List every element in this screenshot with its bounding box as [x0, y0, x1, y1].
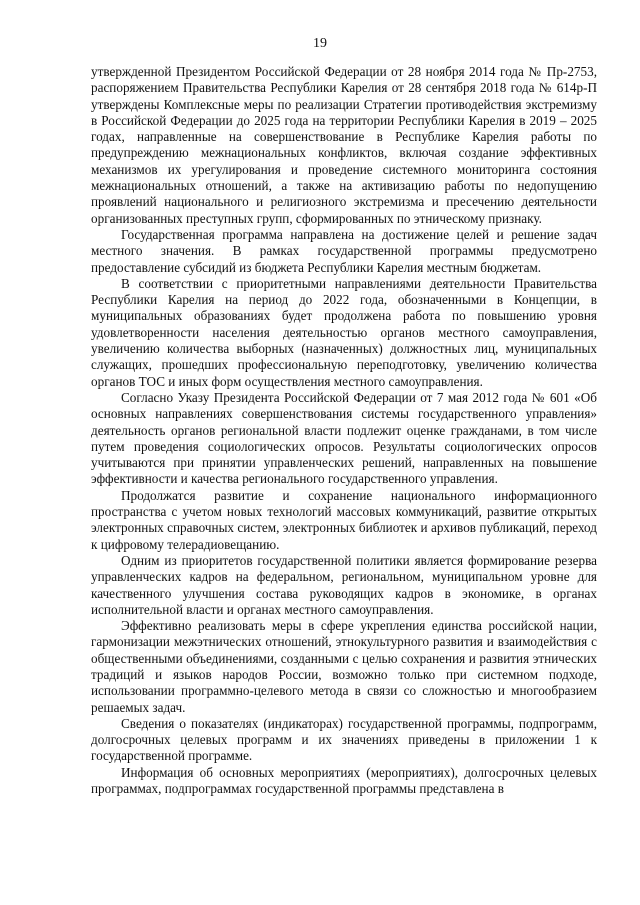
- document-body: [91, 64, 597, 797]
- paragraph: Продолжатся развитие и сохранение национального информационного пространства с учетом новых технологий массовых коммуникаций, развитие открытых электронных справочных систем, электронных библиотек и архивов публикаций, переход к цифровому телерадиовещанию.: [91, 487, 597, 552]
- paragraph: Информация об основных мероприятиях (мероприятиях), долгосрочных целевых программах, подпрограммах государственной программы представлена в: [91, 764, 597, 797]
- paragraph: Согласно Указу Президента Российской Федерации от 7 мая 2012 года № 601 «Об основных направлениях совершенствования системы государственного управления» деятельность органов региональной власти подлежит оценке гражданами, в том числе путем проведения социологических опросов. Результаты социологических опросов учитываются при принятии управленческих решений, направленных на повышение эффективности и качества регионального государственного управления.: [91, 389, 597, 487]
- paragraph: Сведения о показателях (индикаторах) государственной программы, подпрограмм, долгосрочных целевых программ и их значениях приведены в приложении 1 к государственной программе.: [91, 715, 597, 764]
- paragraph: утвержденной Президентом Российской Федерации от 28 ноября 2014 года № Пр-2753, распоряжением Правительства Республики Карелия от 28 сентября 2018 года № 614р-П утверждены Комплексные меры по реализации Стратегии противодействия экстремизму в Российской Федерации до 2025 года на территории Республики Карелия в 2019 – 2025 годах, направленные на совершенствование в Республике Карелия работы по предупреждению межнациональных конфликтов, включая создание эффективных механизмов их урегулирования и проведение системного мониторинга состояния межнациональных отношений, а также на активизацию работы по недопущению проявлений национального и религиозного экстремизма и пресечению деятельности организованных преступных групп, сформированных по этническому признаку.: [91, 64, 597, 226]
- paragraph: Одним из приоритетов государственной политики является формирование резерва управленческих кадров на федеральном, региональном, муниципальном уровне для качественного улучшения состава руководящих кадров в экономике, в органах исполнительной власти и органах местного самоуправления.: [91, 552, 597, 617]
- paragraph: Государственная программа направлена на достижение целей и решение задач местного значения. В рамках государственной программы предусмотрено предоставление субсидий из бюджета Республики Карелия местным бюджетам.: [91, 226, 597, 275]
- paragraph: Эффективно реализовать меры в сфере укрепления единства российской нации, гармонизации межэтнических отношений, этнокультурного развития и взаимодействия с общественными объединениями, созданными с целью сохранения и развития этнических традиций и языков народов России, возможно только при системном подходе, использовании программно-целевого метода в связи со сложностью и многообразием решаемых задач.: [91, 618, 597, 715]
- paragraph: В соответствии с приоритетными направлениями деятельности Правительства Республики Карелия на период до 2022 года, обозначенными в Концепции, в муниципальных образованиях будет продолжена работа по повышению уровня удовлетворенности населения деятельностью органов местного самоуправления, увеличению количества выборных (назначенных) должностных лиц, муниципальных служащих, прошедших профессиональную переподготовку, увеличению количества органов ТОС и иных форм осуществления местного самоуправления.: [91, 275, 597, 389]
- page-number: 19: [313, 36, 327, 51]
